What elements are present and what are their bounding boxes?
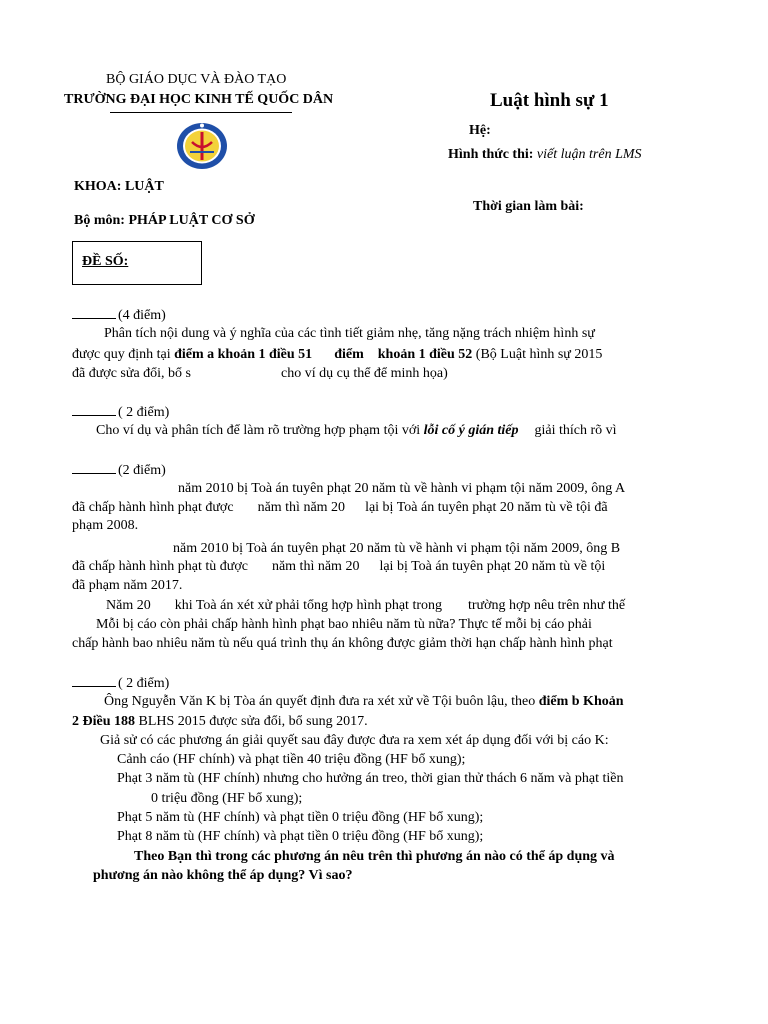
q1-text: đã được sửa đổi, bổ s [72, 366, 192, 381]
q4-option-2: Phạt 3 năm tù (HF chính) nhưng cho hưởng án treo, thời gian thử thách 6 năm và phạt tiền [117, 771, 624, 786]
exam-form-label: Hình thức thi: [448, 147, 534, 162]
q3-p2-line2 [72, 557, 605, 576]
department [74, 213, 255, 229]
q4-emphasis: điểm b Khoản [538, 694, 624, 709]
q1-heading [72, 306, 166, 325]
q3-p1-line1: năm 2010 bị Toà án tuyên phạt 20 năm tù về hành vi phạm tội năm 2009, ông A [178, 481, 626, 496]
q4-text: Ông Nguyễn Văn K bị Tòa án quyết định đưa ra xét xử về Tội buôn lậu, theo [104, 694, 539, 709]
q1-line1: Phân tích nội dung và ý nghĩa của các tình tiết giảm nhẹ, tăng nặng trách nhiệm hình sự [104, 326, 595, 341]
q2-line1 [96, 421, 617, 440]
ministry-name: BỘ GIÁO DỤC VÀ ĐÀO TẠO [106, 72, 287, 87]
q4-emphasis: 2 Điều 188 [72, 714, 135, 729]
q4-heading [72, 674, 169, 693]
q4-option-1: Cảnh cáo (HF chính) và phạt tiền 40 triệu đồng (HF bổ xung); [117, 752, 466, 767]
q3-text: năm thì năm 20 [271, 559, 360, 574]
q4-number-blank [72, 674, 116, 687]
q4-closing-line2: phương án nào không thể áp dụng? Vì sao? [93, 868, 353, 883]
he-label: Hệ: [469, 123, 491, 138]
q1-code: (Bộ Luật hình sự 2015 [475, 347, 603, 362]
q4-option-3: Phạt 5 năm tù (HF chính) và phạt tiền 0 triệu đồng (HF bổ xung); [117, 810, 484, 825]
q4-text: BLHS 2015 được sửa đổi, bổ sung 2017. [135, 714, 368, 729]
q3-text: khi Toà án xét xử phải tổng hợp hình phạt trong [174, 598, 442, 613]
exam-form-value: viết luận trên LMS [536, 147, 642, 162]
q3-number-blank [72, 461, 116, 474]
q3-p2-line3: đã phạm năm 2017. [72, 578, 183, 593]
school-underline [110, 112, 292, 113]
q3-points: (2 điểm) [118, 463, 166, 478]
q1-diem: điểm [334, 347, 364, 362]
q4-line2 [72, 712, 368, 731]
q3-p1-line2 [72, 498, 608, 517]
q1-points: (4 điểm) [118, 308, 166, 323]
q3-p1-line3: phạm 2008. [72, 518, 139, 533]
q2-text: Cho ví dụ và phân tích để làm rõ trường hợp phạm tội với [96, 423, 424, 438]
q3-text: trường hợp nêu trên như thế [468, 598, 626, 613]
q1-number-blank [72, 306, 116, 319]
q4-points: ( 2 điểm) [118, 676, 170, 691]
q3-text: đã chấp hành hình phạt tù được [72, 559, 248, 574]
q4-line1 [104, 692, 624, 711]
department-label: Bộ môn: [74, 213, 125, 228]
q3-text: năm thì năm 20 [257, 500, 346, 515]
department-value: PHÁP LUẬT CƠ SỞ [128, 213, 255, 228]
q1-line2 [72, 345, 602, 364]
q3-p2-line1: năm 2010 bị Toà án tuyên phạt 20 năm tù về hành vi phạm tội năm 2009, ông B [173, 541, 621, 556]
exam-form [448, 147, 642, 163]
q2-emphasis: lỗi cố ý gián tiếp [423, 423, 519, 438]
time-label: Thời gian làm bài: [473, 199, 584, 214]
q4-line3: Giả sử có các phương án giải quyết sau đây được đưa ra xem xét áp dụng đối với bị cáo K: [100, 733, 609, 748]
q3-text: lại bị Toà án tuyên phạt 20 năm tù về tội [379, 559, 606, 574]
q3-p3-line1 [106, 596, 625, 615]
q3-text: đã chấp hành hình phạt được [72, 500, 234, 515]
q3-text: Năm 20 [106, 598, 151, 613]
q4-option-4: Phạt 8 năm tù (HF chính) và phạt tiền 0 triệu đồng (HF bổ xung); [117, 829, 484, 844]
subject-title: Luật hình sự 1 [490, 90, 609, 111]
school-name: TRƯỜNG ĐẠI HỌC KINH TẾ QUỐC DÂN [64, 92, 334, 107]
q3-text: lại bị Toà án tuyên phạt 20 năm tù về tội đã [365, 500, 608, 515]
q1-text: được quy định tại [72, 347, 175, 362]
q1-article51: điểm a khoản 1 điều 51 [174, 347, 313, 362]
q2-number-blank [72, 403, 116, 416]
q2-points: ( 2 điểm) [118, 405, 170, 420]
q3-p3-line3: chấp hành bao nhiêu năm tù nếu quá trình thụ án không được giảm thời hạn chấp hành hình phạt [72, 636, 613, 651]
q1-line3 [72, 364, 448, 383]
q3-heading [72, 461, 166, 480]
exam-number-label: ĐỀ SỐ: [82, 254, 129, 269]
q4-option-2-cont: 0 triệu đồng (HF bổ xung); [151, 791, 303, 806]
q1-text: cho ví dụ cụ thể để minh họa) [281, 366, 448, 381]
faculty: KHOA: LUẬT [74, 179, 164, 194]
q2-heading [72, 403, 169, 422]
q2-text: giải thích rõ vì [534, 423, 617, 438]
q1-article52: khoản 1 điều 52 [377, 347, 473, 362]
q4-closing-line1: Theo Bạn thì trong các phương án nêu trên thì phương án nào có thể áp dụng và [134, 849, 615, 864]
q3-p3-line2: Mỗi bị cáo còn phải chấp hành hình phạt bao nhiêu năm tù nữa? Thực tế mỗi bị cáo phải [96, 617, 592, 632]
university-logo [176, 122, 228, 170]
